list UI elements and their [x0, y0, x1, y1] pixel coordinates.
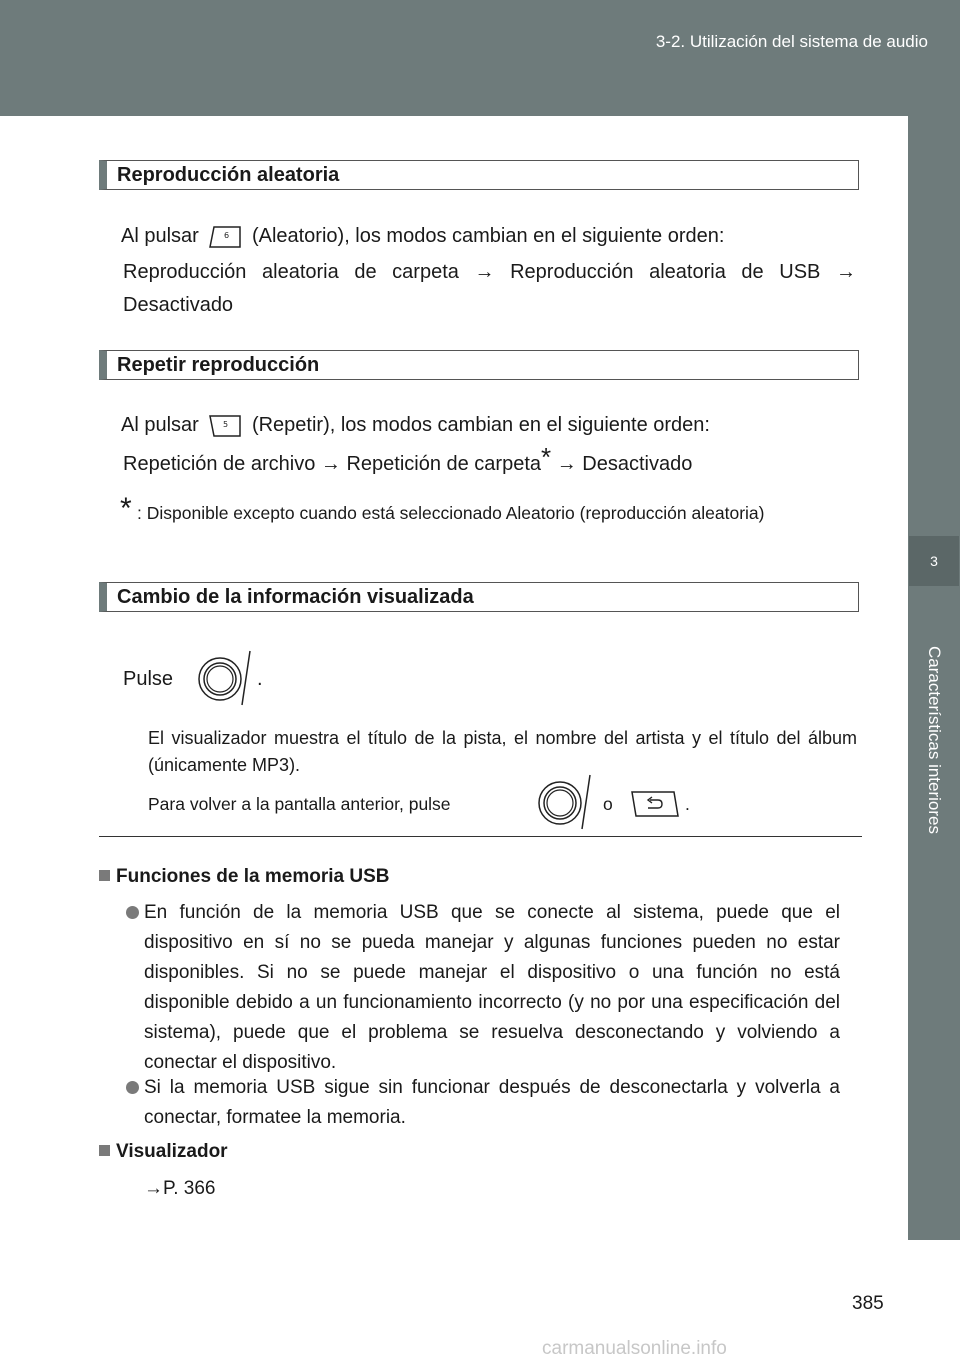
- pulse-text: Pulse: [123, 668, 174, 690]
- button-5-icon: [208, 414, 242, 438]
- footnote-mark: *: [120, 492, 132, 525]
- usb-note-1: En función de la memoria USB que se conecte al sistema, puede que el dispositivo en sí no se pueda manejar y algunas funciones pueden no estar disponibles. Si no se puede manejar el dispositivo o una función no está disponible debido a un funcionamiento incorrecto (y no por una especificación del sistema), puede que el problema se resuelva desconectando y volviendo a conectar el dispositivo.: [144, 902, 840, 1073]
- watermark: carmanualsonline.info: [542, 1338, 727, 1359]
- repeat-instruction: [121, 413, 710, 438]
- usb-notes-title: [99, 866, 389, 888]
- section-header-random: [99, 160, 859, 190]
- return-text: Para volver a la pantalla anterior, pulse: [148, 794, 451, 814]
- repeat-instruction-pre: Al pulsar: [121, 414, 199, 436]
- chapter-number: 3: [909, 536, 959, 586]
- repeat-asterisk: *: [541, 442, 552, 472]
- knob-icon-return: [536, 772, 598, 839]
- button-6-icon: [208, 225, 242, 249]
- section-header-display-info: [99, 582, 859, 612]
- display-page-reference[interactable]: →P. 366: [144, 1178, 216, 1199]
- back-button-icon: [630, 790, 680, 823]
- random-instruction-post: (Aleatorio), los modos cambian en el siguiente orden:: [251, 225, 725, 247]
- pulse-end: .: [257, 668, 263, 690]
- repeat-order-text: [123, 442, 693, 476]
- bullet-dot-icon: [126, 1081, 139, 1094]
- section-title-random: Reproducción aleatoria: [117, 164, 340, 186]
- knob-icon: [196, 648, 258, 715]
- random-order-text: Reproducción aleatoria de carpeta → Reproducción aleatoria de USB → Desactivado: [123, 261, 856, 316]
- button-6-label: 6: [224, 230, 230, 240]
- section-title-display-info: Cambio de la información visualizada: [117, 586, 474, 608]
- display-description: El visualizador muestra el título de la pista, el nombre del artista y el título del álbum (únicamente MP3).: [148, 728, 857, 775]
- header-band: [0, 0, 960, 116]
- usb-notes-title-text: Funciones de la memoria USB: [116, 866, 390, 887]
- display-notes-title: [99, 1141, 228, 1163]
- section-header-repeat: [99, 350, 859, 380]
- page-number: 385: [852, 1293, 884, 1314]
- button-5-label: 5: [223, 419, 229, 429]
- repeat-instruction-post: (Repetir), los modos cambian en el siguiente orden:: [251, 414, 710, 436]
- random-instruction-pre: Al pulsar: [121, 225, 199, 247]
- header-section-title: 3-2. Utilización del sistema de audio: [655, 32, 928, 51]
- return-or: o: [603, 794, 613, 814]
- bullet-dot-icon: [126, 906, 139, 919]
- footnote-text: [137, 500, 857, 527]
- chapter-label: Características interiores: [925, 645, 944, 835]
- square-bullet-icon: [99, 1145, 110, 1156]
- return-end: .: [685, 794, 690, 814]
- repeat-order-pre: Repetición de archivo → Repetición de carpeta: [123, 453, 542, 475]
- repeat-order-post: → Desactivado: [551, 453, 693, 475]
- display-notes-title-text: Visualizador: [116, 1141, 228, 1162]
- usb-note-2: Si la memoria USB sigue sin funcionar después de desconectarla y volverla a conectar, formatee la memoria.: [144, 1077, 840, 1128]
- footnote-text-content: : Disponible excepto cuando está seleccionado Aleatorio (reproducción aleatoria): [137, 503, 765, 523]
- divider: [99, 836, 862, 837]
- random-instruction: [121, 224, 724, 249]
- square-bullet-icon: [99, 870, 110, 881]
- section-title-repeat: Repetir reproducción: [117, 354, 320, 376]
